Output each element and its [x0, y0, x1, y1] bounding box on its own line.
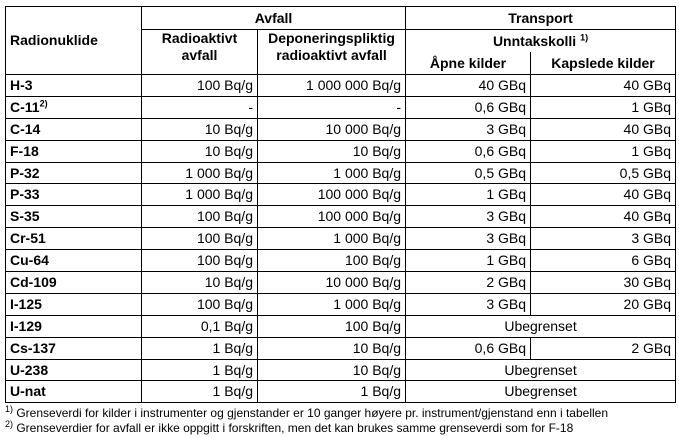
table-row [6, 359, 676, 381]
cell-deponeringspliktig: 1 000 000 Bq/g [258, 75, 406, 97]
radionuclide-name: F-18 [10, 142, 39, 159]
radionuclide-name: S-35 [10, 208, 40, 225]
header-avfall: Avfall [142, 7, 406, 30]
cell-radioaktivt-avfall: 1 000 Bq/g [142, 162, 258, 184]
header-deponering-line2: radioaktivt avfall [276, 47, 387, 63]
header-radionuclide: Radionuklide [6, 7, 142, 75]
header-transport: Transport [406, 7, 676, 30]
radionuclide-name: I-129 [10, 317, 42, 334]
cell-kapslede-kilder: 3 GBq [531, 228, 676, 250]
radionuclide-name: C-14 [10, 120, 41, 137]
table-row [6, 162, 676, 184]
cell-deponeringspliktig: 100 Bq/g [258, 315, 406, 337]
radionuclide-note: 2) [39, 98, 48, 109]
cell-kapslede-kilder: 1 GBq [531, 140, 676, 162]
cell-kapslede-kilder: 40 GBq [531, 75, 676, 97]
cell-radioaktivt-avfall: 0,1 Bq/g [142, 315, 258, 337]
cell-radionuclide [6, 381, 142, 403]
footnotes [5, 406, 675, 436]
cell-radioaktivt-avfall: 100 Bq/g [142, 293, 258, 315]
document [5, 6, 675, 436]
radionuclide-limits-table [5, 6, 676, 403]
cell-apne-kilder: 0,6 GBq [406, 96, 531, 118]
cell-kapslede-kilder: 40 GBq [531, 206, 676, 228]
cell-apne-kilder: 3 GBq [406, 206, 531, 228]
table-row [6, 293, 676, 315]
table-row [6, 96, 676, 118]
footnote-2 [5, 421, 675, 436]
cell-deponeringspliktig: 100 000 Bq/g [258, 184, 406, 206]
cell-deponeringspliktig: 10 000 Bq/g [258, 272, 406, 294]
radionuclide-name: I-125 [10, 295, 42, 312]
cell-radioaktivt-avfall: 10 Bq/g [142, 140, 258, 162]
cell-radioaktivt-avfall: 100 Bq/g [142, 75, 258, 97]
cell-radionuclide [6, 206, 142, 228]
radionuclide-name: H-3 [10, 76, 33, 93]
cell-deponeringspliktig: 10 Bq/g [258, 359, 406, 381]
cell-radioaktivt-avfall: 1 000 Bq/g [142, 184, 258, 206]
cell-kapslede-kilder: 30 GBq [531, 272, 676, 294]
header-deponering-line1: Deponeringspliktig [268, 30, 395, 46]
cell-radionuclide [6, 293, 142, 315]
cell-radioaktivt-avfall: 100 Bq/g [142, 228, 258, 250]
header-unntakskolli [406, 30, 676, 53]
cell-apne-kilder: 3 GBq [406, 228, 531, 250]
table-row [6, 272, 676, 294]
header-deponeringspliktig [258, 30, 406, 75]
cell-radioaktivt-avfall: 100 Bq/g [142, 250, 258, 272]
radionuclide-name: Cs-137 [10, 339, 56, 356]
cell-apne-kilder: 0,5 GBq [406, 162, 531, 184]
cell-deponeringspliktig: 1 Bq/g [258, 381, 406, 403]
cell-kapslede-kilder: 40 GBq [531, 118, 676, 140]
cell-deponeringspliktig: 1 000 Bq/g [258, 162, 406, 184]
cell-kapslede-kilder: 20 GBq [531, 293, 676, 315]
table-row [6, 337, 676, 359]
footnote-2-text: Grenseverdier for avfall er ikke oppgitt i forskriften, men det kan brukes samme grenseverdi som for F-18 [13, 421, 574, 436]
radionuclide-name: U-238 [10, 361, 49, 378]
cell-deponeringspliktig: 1 000 Bq/g [258, 293, 406, 315]
radionuclide-name: P-33 [10, 186, 40, 203]
cell-radioaktivt-avfall: 10 Bq/g [142, 272, 258, 294]
cell-kapslede-kilder: 0,5 GBq [531, 162, 676, 184]
radionuclide-name: Cd-109 [10, 273, 57, 290]
cell-radionuclide [6, 184, 142, 206]
cell-deponeringspliktig: 1 000 Bq/g [258, 228, 406, 250]
cell-radionuclide [6, 140, 142, 162]
cell-kapslede-kilder: 6 GBq [531, 250, 676, 272]
cell-transport-merged: Ubegrenset [406, 315, 676, 337]
cell-kapslede-kilder: 1 GBq [531, 96, 676, 118]
cell-radioaktivt-avfall: 1 Bq/g [142, 381, 258, 403]
cell-radionuclide [6, 162, 142, 184]
cell-radionuclide [6, 228, 142, 250]
footnote-1-mark: 1) [5, 404, 14, 415]
table-row [6, 140, 676, 162]
cell-radionuclide [6, 250, 142, 272]
header-radioaktivt-line2: avfall [181, 47, 218, 63]
cell-apne-kilder: 40 GBq [406, 75, 531, 97]
cell-deponeringspliktig: 10 Bq/g [258, 140, 406, 162]
table-row [6, 315, 676, 337]
cell-apne-kilder: 0,6 GBq [406, 140, 531, 162]
header-radioaktivt-avfall [142, 30, 258, 75]
cell-radionuclide [6, 359, 142, 381]
footnote-2-mark: 2) [5, 419, 14, 430]
table-row [6, 118, 676, 140]
table-body [6, 75, 676, 403]
cell-apne-kilder: 1 GBq [406, 250, 531, 272]
cell-deponeringspliktig: 100 000 Bq/g [258, 206, 406, 228]
radionuclide-name: Cr-51 [10, 230, 46, 247]
table-row [6, 184, 676, 206]
cell-radionuclide [6, 118, 142, 140]
cell-transport-merged: Ubegrenset [406, 359, 676, 381]
radionuclide-name: Cu-64 [10, 252, 49, 269]
header-radioaktivt-line1: Radioaktivt [161, 30, 238, 46]
cell-radionuclide [6, 96, 142, 118]
radionuclide-name: P-32 [10, 164, 40, 181]
header-apne-kilder: Åpne kilder [406, 52, 531, 75]
cell-apne-kilder: 3 GBq [406, 118, 531, 140]
header-unntakskolli-note: 1) [580, 31, 589, 42]
cell-radionuclide [6, 272, 142, 294]
cell-radioaktivt-avfall: 1 Bq/g [142, 359, 258, 381]
footnote-1-text: Grenseverdi for kilder i instrumenter og gjenstander er 10 ganger høyere pr. instrument/gjenstand enn i tabellen [13, 406, 609, 421]
cell-deponeringspliktig: 10 000 Bq/g [258, 118, 406, 140]
cell-apne-kilder: 3 GBq [406, 293, 531, 315]
radionuclide-name: C-11 [10, 98, 40, 115]
cell-kapslede-kilder: 2 GBq [531, 337, 676, 359]
table-row [6, 250, 676, 272]
footnote-1 [5, 406, 675, 421]
cell-radioaktivt-avfall: 1 Bq/g [142, 337, 258, 359]
table-row [6, 228, 676, 250]
cell-kapslede-kilder: 40 GBq [531, 184, 676, 206]
cell-radionuclide [6, 75, 142, 97]
cell-deponeringspliktig: - [258, 96, 406, 118]
cell-apne-kilder: 2 GBq [406, 272, 531, 294]
cell-radioaktivt-avfall: - [142, 96, 258, 118]
header-kapslede-kilder: Kapslede kilder [531, 52, 676, 75]
table-row [6, 75, 676, 97]
cell-radioaktivt-avfall: 100 Bq/g [142, 206, 258, 228]
header-unntakskolli-label: Unntakskolli [492, 32, 577, 49]
radionuclide-name: U-nat [10, 383, 46, 400]
cell-apne-kilder: 1 GBq [406, 184, 531, 206]
cell-radionuclide [6, 337, 142, 359]
cell-radioaktivt-avfall: 10 Bq/g [142, 118, 258, 140]
cell-deponeringspliktig: 10 Bq/g [258, 337, 406, 359]
cell-deponeringspliktig: 100 Bq/g [258, 250, 406, 272]
cell-radionuclide [6, 315, 142, 337]
cell-apne-kilder: 0,6 GBq [406, 337, 531, 359]
cell-transport-merged: Ubegrenset [406, 381, 676, 403]
table-row [6, 381, 676, 403]
table-row [6, 206, 676, 228]
